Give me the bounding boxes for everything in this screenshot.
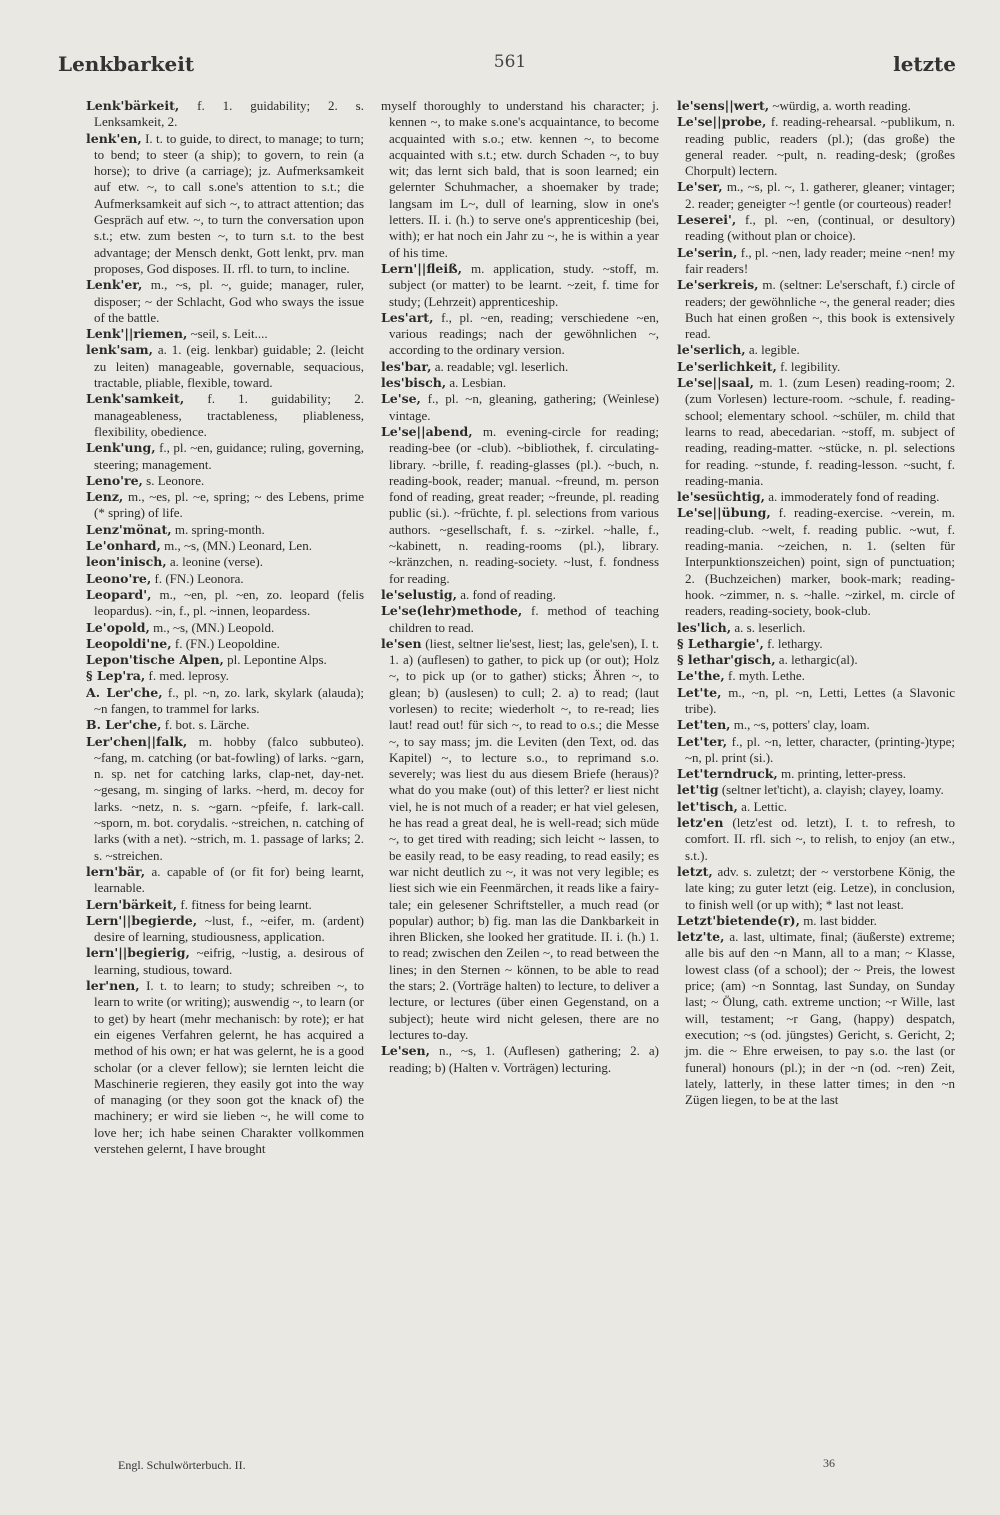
entry-headword: Le'se||probe, — [677, 114, 767, 130]
dictionary-entry — [86, 326, 364, 342]
dictionary-entry — [677, 864, 955, 913]
dictionary-entry — [677, 652, 955, 668]
entry-definition: m. hobby (falco subbuteo). ~fang, m. catching (or bat-fowling) of larks. ~garn, n. sp. net for catching larks, clap-net, day-net. ~gesang, m. singing of larks. ~herd, m. decoy for larks. ~netz, n. s. ~garn. ~pfeife, f. lark-call. ~sporn, m. bot. corydalis. ~streichen, n. catching of larks (with a net). ~strich, m. 1. passage of larks; 2. s. ~streichen. — [94, 733, 364, 863]
dictionary-entry — [677, 929, 955, 1108]
dictionary-entry — [86, 913, 364, 946]
entry-definition: a. readable; vgl. leserlich. — [434, 358, 569, 374]
entry-headword: Lenz, — [86, 489, 124, 505]
entry-headword: § Lethargie', — [677, 635, 764, 651]
entry-headword: Lenz'mönat, — [86, 521, 172, 537]
entry-definition: m. last bidder. — [803, 912, 877, 928]
entry-definition: a. fond of reading. — [460, 586, 556, 602]
entry-headword: let'tig — [677, 782, 719, 798]
entry-definition: I. t. to guide, to direct, to manage; to turn; to bend; to steer (a ship); to govern, to rein (a horse); to drive (a carriage); jz. Aufmerksamkeit auf etw. ~, to call s.one's attention to s.t.; die Aufmerksamkeit auf sich ~, to attract attention; das Gespräch auf etw. ~, to turn the conversation upon s.t.; etw. zum besten ~, to turn s.t. to the best advantage; der Mensch denkt, Gott lenkt, prv. man proposes, God disposes. II. rfl. to turn, to incline. — [94, 130, 364, 276]
entry-definition: a. leonine (verse). — [169, 554, 264, 570]
entry-headword: Leopoldi'ne, — [86, 635, 172, 651]
dictionary-entry — [381, 261, 659, 310]
dictionary-entry — [381, 1043, 659, 1076]
dictionary-entry — [86, 734, 364, 864]
entry-definition: f., pl. ~n, gleaning, gathering; (Weinlese) vintage. — [389, 391, 659, 423]
entry-headword: Les'art, — [381, 309, 434, 325]
entry-definition: ~eifrig, ~lustig, a. desirous of learning, studious, toward. — [94, 945, 364, 977]
entry-definition: f., pl. ~en, reading; verschiedene ~en, various readings; nach der gewöhnlichen ~, according to the ordinary version. — [389, 309, 659, 358]
dictionary-entry — [677, 277, 955, 342]
entry-headword: lenk'en, — [86, 130, 142, 146]
entry-definition: I. t. to learn; to study; schreiben ~, to learn to write (or writing); auswendig ~, to learn (or to get) by heart (mehr mechanisch: by rote); er hat ein eigenes Verfahren gelernt, he has acquired a method of his own; er hat was gelernt, he is a good scholar (or a clever fellow); sie lernten leicht die Maschinerie regieren, they easily got into the way of managing (or they soon got the knack of) the machinery; er wird sie lieben ~, he will come to love her; ich habe seinen Charakter vollkommen verstehen gelernt, I have brought — [94, 978, 364, 1156]
dictionary-entry — [677, 212, 955, 245]
dictionary-entry — [86, 489, 364, 522]
entry-headword: Lenk'ung, — [86, 440, 156, 456]
entry-definition: m. printing, letter-press. — [781, 766, 907, 782]
entry-definition: a. legible. — [748, 342, 800, 358]
entry-headword: Le'ser, — [677, 179, 723, 195]
entry-definition: f. lethargy. — [767, 635, 823, 651]
entry-definition: f. 1. guidability; 2. s. Lenksamkeit, 2. — [94, 98, 364, 130]
dictionary-entry — [86, 897, 364, 913]
entry-definition: a. Lesbian. — [449, 375, 507, 391]
entry-headword: Le'the, — [677, 668, 725, 684]
dictionary-entry — [86, 571, 364, 587]
entry-definition: m. 1. (zum Lesen) reading-room; 2. (zum Vorlesen) lecture-room. ~schule, f. reading-school; elementary school. ~schüler, m. child that learns to read, abecedarian. ~stoff, m. subject of reading, reading-matter. ~stücke, n. pl. selections for reading. ~stunde, f. reading-lesson. ~sucht, f. reading-mania. — [685, 375, 955, 488]
entry-headword: le'sen — [381, 635, 422, 651]
dictionary-entry — [86, 131, 364, 278]
dictionary-entry — [381, 310, 659, 359]
dictionary-entry — [677, 375, 955, 489]
dictionary-entry — [677, 245, 955, 278]
entry-definition: a. capable of (or fit for) being learnt, learnable. — [94, 863, 364, 896]
dictionary-entry — [381, 359, 659, 375]
entry-headword: B. Ler'che, — [86, 717, 162, 733]
dictionary-entry — [86, 636, 364, 652]
running-head-left: Lenkbarkeit — [58, 52, 195, 76]
dictionary-entry — [677, 114, 955, 179]
dictionary-entry — [86, 864, 364, 897]
entry-headword: ler'nen, — [86, 978, 140, 994]
entry-headword: Le'se, — [381, 391, 421, 407]
entry-headword: le'sesüchtig, — [677, 489, 765, 505]
dictionary-entry — [86, 685, 364, 718]
entry-headword: Lepon'tische Alpen, — [86, 652, 224, 668]
entry-headword: letzt, — [677, 863, 713, 879]
entry-definition: pl. Lepontine Alps. — [227, 652, 327, 668]
entry-headword: Lenk'||riemen, — [86, 326, 188, 342]
dictionary-entry — [86, 652, 364, 668]
entry-definition: f., pl. ~n, letter, character, (printing-)type; ~n, pl. print (si.). — [685, 733, 955, 765]
entry-headword: letz'te, — [677, 929, 725, 945]
dictionary-entry — [677, 913, 955, 929]
entry-headword: Lern'bärkeit, — [86, 896, 178, 912]
entry-headword: Le'se(lehr)methode, — [381, 603, 523, 619]
entry-definition: a. lethargic(al). — [778, 652, 858, 668]
entry-headword: lenk'sam, — [86, 342, 153, 358]
entry-definition: f., pl. ~n, zo. lark, skylark (alauda); ~n fangen, to trammel for larks. — [94, 684, 364, 716]
dictionary-entry — [381, 391, 659, 424]
entry-headword: Lern'||begierde, — [86, 912, 198, 928]
column-1 — [86, 98, 364, 1478]
entry-headword: Let'ter, — [677, 733, 728, 749]
entry-definition: a. immoderately fond of reading. — [768, 489, 940, 505]
entry-definition: (liest, seltner lie'sest, liest; las, gele'sen), I. t. 1. a) (auflesen) to gather, to pick up (or out); Holz ~, to pick up (or to gather) sticks; Ähren ~, to glean; b) (auslesen) to cull; 2. a) to read; (laut vorlesen) to recite; wiederholt ~, to re-read; lies laut! read out! für sich ~, to read to o.s.; die Messe ~, to say mass; jm. die Leviten (den Text, od. das Kapitel) ~, to lecture s.o., to reprimand s.o. severely; was liest du aus diesem Briefe (heraus)? what do you make (out) of this letter? er liest nicht viel, he is not much of a reader; er hat viel gelesen, he has read a great deal, he is well-read; sich müde ~, to get tired with reading; sich leicht ~ lassen, to be easily read, to be easy reading, to read easily; es war nicht deutlich zu ~, it was not very legible; es liest sich wie ein Feenmärchen, it reads like a fairy-tale; ein gelesener Schriftsteller, a much read (or popular) author; b) fig. man las die Dankbarkeit in ihren Blicken, she looked her gratitude. II. i. (h.) 1. to read; zwischen den Zeilen ~, to read between the lines; in den Sternen ~ können, to be able to read the stars; 2. (Vorträge halten) to lecture, to deliver a lecture, or lectures (über einen Gegenstand, on a subject); heute wird nicht gelesen, there are no lectures to-day. — [389, 635, 659, 1042]
entry-headword: Leno're, — [86, 472, 143, 488]
entry-definition: f., pl. ~en, guidance; ruling, governing, steering; management. — [94, 440, 364, 472]
entry-headword: Leono're, — [86, 570, 152, 586]
entry-headword: les'bisch, — [381, 375, 447, 391]
dictionary-entry — [86, 554, 364, 570]
entry-definition: m., ~en, pl. ~en, zo. leopard (felis leopardus). ~in, f., pl. ~innen, leopardess. — [94, 586, 364, 619]
entry-definition: a. last, ultimate, final; (äußerste) extreme; alle bis auf den ~n Mann, all to a man; ~ Klasse, lowest class (of a school); der ~ Preis, the lowest price; (am) ~n Sonntag, last Sunday, on Sunday last; ~ Ölung, cath. extreme unction; ~r Wille, last will, testament; ~r Gang, (happy) despatch, execution; ~s (od. jüngstes) Gericht, s. Gericht, 2; jm. die ~ Ehre erweisen, to pay s.o. the last (or funeral) honours (pl.); in der ~n (od. ~ren) Zeit, lately, latterly, in these latter times; in den ~n Zügen liegen, to be at the last — [685, 929, 955, 1108]
entry-headword: Leopard', — [86, 586, 152, 602]
signature-mark: 36 — [823, 1456, 835, 1470]
entry-headword: § lethar'gisch, — [677, 652, 776, 668]
dictionary-entry — [677, 342, 955, 358]
dictionary-entry — [381, 424, 659, 587]
entry-headword: let'tisch, — [677, 798, 738, 814]
entry-headword: Le'se||übung, — [677, 505, 771, 521]
dictionary-entry — [86, 391, 364, 440]
dictionary-entry — [677, 359, 955, 375]
entry-headword: leon'inisch, — [86, 554, 167, 570]
entry-definition: f. bot. s. Lärche. — [164, 717, 250, 733]
entry-definition: f. legibility. — [780, 358, 841, 374]
dictionary-entry — [86, 522, 364, 538]
entry-headword: le'sens||wert, — [677, 98, 770, 113]
dictionary-entry — [677, 505, 955, 619]
column-3 — [677, 98, 955, 1478]
dictionary-entry — [381, 98, 659, 261]
dictionary-entry — [86, 717, 364, 733]
dictionary-entry — [677, 620, 955, 636]
entry-headword: Le'se||saal, — [677, 375, 754, 391]
entry-definition: a. 1. (eig. lenkbar) guidable; 2. (leicht zu leiten) manageable, governable, sequacious, tractable, pliable, flexible, toward. — [94, 342, 364, 391]
entry-definition: f. method of teaching children to read. — [389, 603, 659, 635]
dictionary-entry — [677, 98, 955, 114]
entry-definition: ~lust, f., ~eifer, m. (ardent) desire of learning, studiousness, application. — [94, 912, 364, 945]
entry-definition: f. reading-rehearsal. ~publikum, n. reading public, readers (pl.); (das große) the general reader. ~pult, n. reading-desk; (großes Chorpult) lectern. — [685, 114, 955, 179]
entry-definition: a. s. leserlich. — [734, 619, 806, 635]
entry-definition: (letz'est od. letzt), I. t. to refresh, to comfort. II. rfl. sich ~, to relish, to enjoy (an etw., s.t.). — [685, 815, 955, 863]
entry-definition: m., ~s, pl. ~, guide; manager, ruler, disposer; ~ der Schlacht, God who sways the issue of the battle. — [94, 277, 364, 325]
entry-definition: m. application, study. ~stoff, m. subject (or matter) to be learnt. ~zeit, f. time for study; (Lehrzeit) apprenticeship. — [389, 260, 659, 309]
entry-definition: ~seil, s. Leit.... — [190, 326, 268, 342]
entry-headword: le'selustig, — [381, 586, 458, 602]
entry-definition: a. Lettic. — [741, 798, 788, 814]
entry-definition: m., ~s, (MN.) Leopold. — [153, 619, 275, 635]
entry-definition: f. (FN.) Leonora. — [154, 570, 244, 586]
footer-note: Engl. Schulwörterbuch. II. — [118, 1458, 246, 1472]
entry-definition: ~würdig, a. worth reading. — [772, 98, 911, 113]
entry-definition: m. evening-circle for reading; reading-bee (or -club). ~bibliothek, f. circulating-library. ~brille, f. reading-glasses (pl.). ~buch, n. reading-book, reader; manual. ~freund, m. person fond of reading, great reader; ~freunde, pl. reading public (si.). ~früchte, f. pl. selections from various authors. ~gesellschaft, f. s. ~zirkel. ~halle, f., ~kabinett, n. reading-rooms (pl.), library. ~kränzchen, n. reading-society. ~lust, f. fondness for reading. — [389, 423, 659, 586]
entry-definition: myself thoroughly to understand his character; j. kennen ~, to make s.one's acquaintance, to become acquainted with s.o.; etw. kennen ~, to become acquainted with s.t.; etw. durch Schaden ~, to buy wit; das lernt sich bald, that is soon learned; ein gelernter Schuhmacher, a shoemaker by trade; langsam im L~, dull of learning, slow in one's letters. II. i. (h.) to serve one's apprenticeship (bei, with); er hat noch ein Jahr zu ~, he is within a year of his time. — [381, 98, 659, 260]
entry-headword: Lenk'bärkeit, — [86, 98, 180, 113]
entry-definition: f. 1. guidability; 2. manageableness, tractableness, pliableness, flexibility, obedience. — [94, 391, 364, 439]
entry-definition: s. Leonore. — [146, 472, 205, 488]
dictionary-entry — [86, 945, 364, 978]
entry-definition: f. reading-exercise. ~verein, m. reading-club. ~welt, f. reading public. ~wut, f. reading-mania. ~zeichen, n. 1. (selten für Interpunktionszeichen) point, sign of punctuation; 2. (Buchzeichen) marker, book-mark; reading-hook. ~zimmer, n. s. ~halle. ~zirkel, m. circle of readers, reading-society, book-club. — [685, 505, 955, 619]
entry-definition: m., ~s, potters' clay, loam. — [733, 717, 870, 733]
dictionary-entry — [86, 440, 364, 473]
entry-headword: le'serlich, — [677, 342, 746, 358]
entry-definition: n., ~s, 1. (Auflesen) gathering; 2. a) reading; b) (Halten v. Vorträgen) lecturing. — [389, 1043, 659, 1075]
entry-definition: m., ~s, (MN.) Leonard, Len. — [164, 538, 312, 554]
entry-headword: Let'te, — [677, 684, 722, 700]
entry-definition: m., ~n, pl. ~n, Letti, Lettes (a Slavonic tribe). — [685, 684, 955, 716]
entry-headword: Lenk'samkeit, — [86, 391, 185, 407]
dictionary-entry — [677, 668, 955, 684]
dictionary-entry — [86, 978, 364, 1157]
entry-headword: Leserei', — [677, 212, 737, 228]
dictionary-entry — [677, 782, 955, 798]
dictionary-entry — [86, 342, 364, 391]
entry-headword: letz'en — [677, 815, 724, 831]
entry-headword: Lern'||fleiß, — [381, 260, 462, 276]
dictionary-entry — [86, 473, 364, 489]
dictionary-entry — [86, 587, 364, 620]
entry-definition: f. (FN.) Leopoldine. — [174, 635, 280, 651]
entry-definition: f. med. leprosy. — [148, 668, 229, 684]
dictionary-entry — [677, 636, 955, 652]
dictionary-entry — [677, 799, 955, 815]
entry-headword: les'bar, — [381, 358, 432, 374]
entry-headword: Le'serin, — [677, 244, 738, 260]
entry-definition: f., pl. ~en, (continual, or desultory) reading (without plan or choice). — [685, 212, 955, 244]
dictionary-entry — [86, 277, 364, 326]
dictionary-entry — [381, 587, 659, 603]
dictionary-entry — [677, 717, 955, 733]
dictionary-entry — [86, 538, 364, 554]
dictionary-entry — [677, 685, 955, 718]
entry-headword: Le'onhard, — [86, 538, 161, 554]
entry-headword: Le'se||abend, — [381, 423, 473, 439]
entry-definition: m., ~es, pl. ~e, spring; ~ des Lebens, prime (* spring) of life. — [94, 489, 364, 521]
dictionary-entry — [677, 489, 955, 505]
entry-definition: f. myth. Lethe. — [728, 668, 805, 684]
entry-headword: lern'bär, — [86, 863, 146, 879]
entry-definition: (seltner let'ticht), a. clayish; clayey, loamy. — [721, 782, 944, 798]
dictionary-entry — [381, 375, 659, 391]
entry-headword: Letzt'bietende(r), — [677, 912, 800, 928]
dictionary-entry — [86, 98, 364, 131]
entry-definition: m., ~s, pl. ~, 1. gatherer, gleaner; vintager; 2. reader; geneigter ~! gentle (or courteous) reader! — [685, 179, 955, 211]
page-number: 561 — [493, 52, 527, 72]
dictionary-entry — [381, 636, 659, 1043]
entry-definition: f. fitness for being learnt. — [180, 896, 312, 912]
running-head-right: letzte — [893, 52, 956, 76]
entry-headword: Le'serkreis, — [677, 277, 759, 293]
dictionary-entry — [381, 603, 659, 636]
entry-headword: Le'opold, — [86, 619, 150, 635]
entry-headword: A. Ler'che, — [86, 684, 163, 700]
dictionary-entry — [86, 620, 364, 636]
entry-headword: lern'||begierig, — [86, 945, 190, 961]
entry-definition: f., pl. ~nen, lady reader; meine ~nen! my fair readers! — [685, 244, 955, 276]
entry-headword: Let'terndruck, — [677, 766, 778, 782]
entry-headword: Let'ten, — [677, 717, 731, 733]
entry-definition: m. (seltner: Le'serschaft, f.) circle of readers; der gewöhnliche ~, the general reader; dies Buch hat einen großen ~, this book is extensively read. — [685, 277, 955, 342]
entry-definition: adv. s. zuletzt; der ~ verstorbene König, the late king; zu guter letzt (eig. Letze), in conclusion, to finish well (or up with); * last not least. — [685, 863, 955, 912]
entry-headword: Le'sen, — [381, 1043, 430, 1059]
entry-definition: m. spring-month. — [174, 521, 265, 537]
dictionary-entry — [677, 815, 955, 864]
entry-headword: Ler'chen||falk, — [86, 733, 188, 749]
entry-headword: Lenk'er, — [86, 277, 143, 293]
dictionary-entry — [86, 668, 364, 684]
entry-headword: les'lich, — [677, 619, 732, 635]
dictionary-entry — [677, 766, 955, 782]
entry-headword: § Lep'ra, — [86, 668, 146, 684]
dictionary-entry — [677, 179, 955, 212]
column-2 — [381, 98, 659, 1478]
dictionary-entry — [677, 734, 955, 767]
entry-headword: Le'serlichkeit, — [677, 358, 777, 374]
